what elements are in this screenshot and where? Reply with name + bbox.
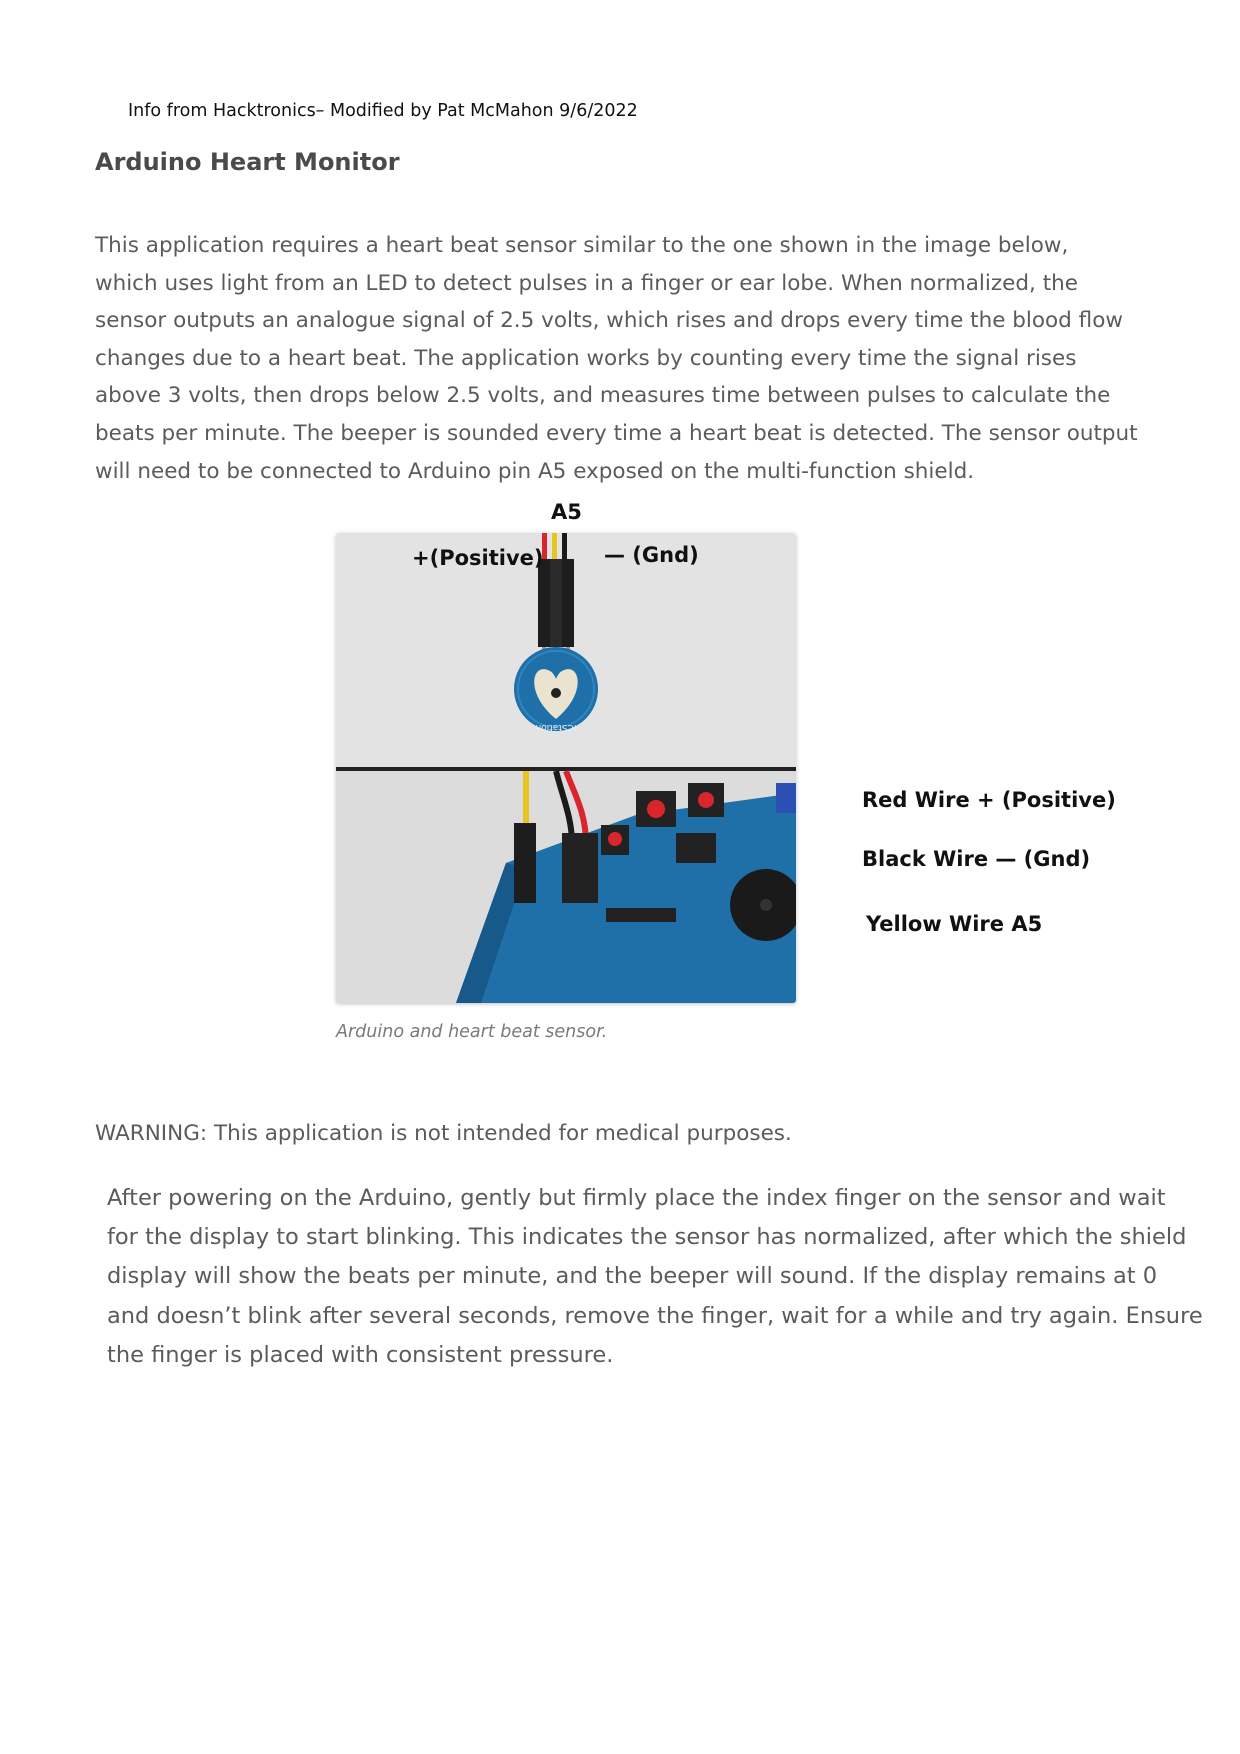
- intro-line: will need to be connected to Arduino pin A5 exposed on the multi-function shield.: [95, 458, 975, 484]
- intro-line: which uses light from an LED to detect pulses in a finger or ear lobe. When normalized, the: [95, 270, 1078, 296]
- positive-label: +(Positive): [412, 546, 544, 570]
- instruction-line: and doesn’t blink after several seconds, remove the finger, wait for a while and try again. Ensure: [107, 1302, 1203, 1329]
- yellow-wire-legend: Yellow Wire A5: [866, 912, 1043, 936]
- instruction-line: for the display to start blinking. This indicates the sensor has normalized, after which the shield: [107, 1224, 1187, 1251]
- intro-line: sensor outputs an analogue signal of 2.5 volts, which rises and drops every time the blood flow: [95, 308, 1123, 334]
- sensor-photo: [336, 533, 796, 1003]
- intro-line: above 3 volts, then drops below 2.5 volts, and measures time between pulses to calculate the: [95, 383, 1111, 409]
- sensor-brand-text: ICStation: [535, 722, 577, 732]
- intro-paragraph: [95, 227, 1138, 490]
- instruction-line: After powering on the Arduino, gently but firmly place the index finger on the sensor and wait: [107, 1185, 1166, 1211]
- instruction-line: display will show the beats per minute, and the beeper will sound. If the display remains at 0: [107, 1263, 1158, 1290]
- header-note: Info from Hacktronics– Modified by Pat McMahon 9/6/2022: [128, 101, 638, 121]
- figure-caption: Arduino and heart beat sensor.: [336, 1022, 608, 1042]
- intro-line: This application requires a heart beat sensor similar to the one shown in the image below,: [95, 233, 1069, 258]
- black-wire-legend: Black Wire — (Gnd): [862, 847, 1091, 871]
- instruction-line: the finger is placed with consistent pressure.: [107, 1341, 614, 1368]
- intro-line: beats per minute. The beeper is sounded every time a heart beat is detected. The sensor output: [95, 420, 1138, 446]
- gnd-label: — (Gnd): [604, 543, 699, 567]
- red-wire-legend: Red Wire + (Positive): [862, 788, 1116, 812]
- page-title: Arduino Heart Monitor: [95, 148, 400, 176]
- pin-a5-label: A5: [551, 500, 582, 524]
- intro-line: changes due to a heart beat. The application works by counting every time the signal rises: [95, 345, 1077, 371]
- warning-text: WARNING: This application is not intended for medical purposes.: [95, 1121, 792, 1146]
- instructions-paragraph: [107, 1179, 1203, 1375]
